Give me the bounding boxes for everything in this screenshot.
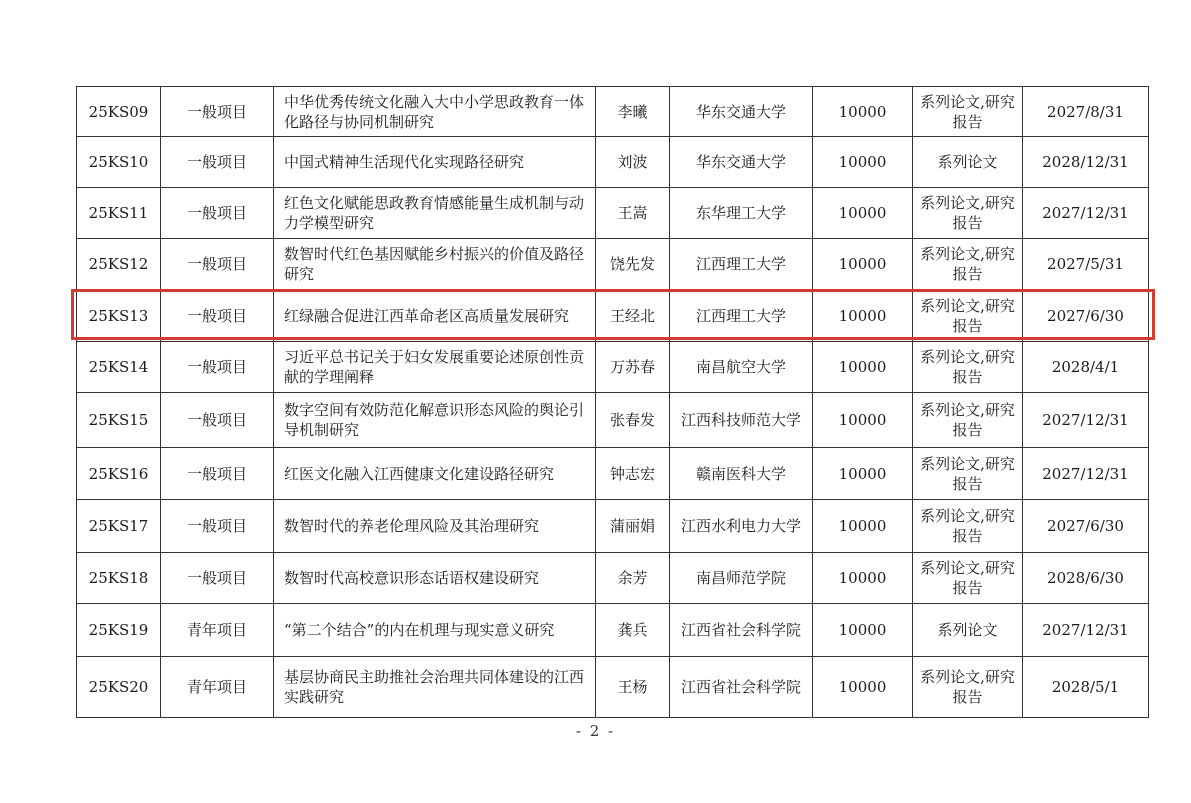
project-end-date: 2027/12/31 [1023, 448, 1149, 500]
project-unit: 江西省社会科学院 [670, 604, 813, 657]
project-code: 25KS15 [77, 393, 161, 448]
project-code: 25KS18 [77, 553, 161, 604]
project-end-date: 2027/5/31 [1023, 239, 1149, 290]
project-outcome: 系列论文,研究报告 [913, 87, 1023, 137]
project-type: 一般项目 [161, 239, 274, 290]
project-title: “第二个结合”的内在机理与现实意义研究 [274, 604, 596, 657]
project-unit: 赣南医科大学 [670, 448, 813, 500]
table-row [77, 604, 1149, 657]
page-number: - 2 - [575, 722, 616, 740]
project-title: 红色文化赋能思政教育情感能量生成机制与动力学模型研究 [274, 188, 596, 239]
project-outcome: 系列论文 [913, 604, 1023, 657]
table-row [77, 87, 1149, 137]
table-row [77, 239, 1149, 290]
project-code: 25KS11 [77, 188, 161, 239]
project-unit: 华东交通大学 [670, 87, 813, 137]
project-leader: 王杨 [596, 657, 670, 718]
project-end-date: 2028/6/30 [1023, 553, 1149, 604]
table-row [77, 448, 1149, 500]
project-outcome: 系列论文,研究报告 [913, 553, 1023, 604]
project-unit: 江西理工大学 [670, 290, 813, 342]
project-code: 25KS19 [77, 604, 161, 657]
project-amount: 10000 [813, 604, 913, 657]
project-title: 数智时代红色基因赋能乡村振兴的价值及路径研究 [274, 239, 596, 290]
table-row [77, 553, 1149, 604]
project-end-date: 2028/12/31 [1023, 137, 1149, 188]
project-type: 青年项目 [161, 604, 274, 657]
project-type: 一般项目 [161, 342, 274, 393]
projects-table [76, 86, 1149, 718]
project-type: 一般项目 [161, 553, 274, 604]
project-type: 一般项目 [161, 448, 274, 500]
project-leader: 李曦 [596, 87, 670, 137]
project-end-date: 2027/12/31 [1023, 393, 1149, 448]
project-title: 数智时代高校意识形态话语权建设研究 [274, 553, 596, 604]
project-outcome: 系列论文,研究报告 [913, 393, 1023, 448]
project-amount: 10000 [813, 500, 913, 553]
project-title: 习近平总书记关于妇女发展重要论述原创性贡献的学理阐释 [274, 342, 596, 393]
project-unit: 南昌师范学院 [670, 553, 813, 604]
table-row [77, 188, 1149, 239]
project-code: 25KS12 [77, 239, 161, 290]
project-leader: 万苏春 [596, 342, 670, 393]
project-amount: 10000 [813, 393, 913, 448]
project-end-date: 2027/6/30 [1023, 290, 1149, 342]
project-title: 中国式精神生活现代化实现路径研究 [274, 137, 596, 188]
project-leader: 钟志宏 [596, 448, 670, 500]
project-outcome: 系列论文,研究报告 [913, 342, 1023, 393]
project-leader: 张春发 [596, 393, 670, 448]
project-amount: 10000 [813, 239, 913, 290]
project-type: 一般项目 [161, 393, 274, 448]
project-unit: 江西理工大学 [670, 239, 813, 290]
project-amount: 10000 [813, 87, 913, 137]
project-unit: 华东交通大学 [670, 137, 813, 188]
project-leader: 刘波 [596, 137, 670, 188]
project-amount: 10000 [813, 342, 913, 393]
project-leader: 余芳 [596, 553, 670, 604]
project-end-date: 2028/4/1 [1023, 342, 1149, 393]
table-row [77, 657, 1149, 718]
project-code: 25KS13 [77, 290, 161, 342]
project-amount: 10000 [813, 553, 913, 604]
project-type: 一般项目 [161, 87, 274, 137]
project-outcome: 系列论文,研究报告 [913, 239, 1023, 290]
project-outcome: 系列论文 [913, 137, 1023, 188]
project-amount: 10000 [813, 657, 913, 718]
project-unit: 江西省社会科学院 [670, 657, 813, 718]
table-row-highlighted [77, 290, 1149, 342]
project-code: 25KS09 [77, 87, 161, 137]
project-unit: 江西科技师范大学 [670, 393, 813, 448]
project-code: 25KS16 [77, 448, 161, 500]
project-type: 一般项目 [161, 137, 274, 188]
project-leader: 龚兵 [596, 604, 670, 657]
project-outcome: 系列论文,研究报告 [913, 500, 1023, 553]
project-amount: 10000 [813, 137, 913, 188]
project-title: 基层协商民主助推社会治理共同体建设的江西实践研究 [274, 657, 596, 718]
project-leader: 饶先发 [596, 239, 670, 290]
project-title: 红绿融合促进江西革命老区高质量发展研究 [274, 290, 596, 342]
project-end-date: 2028/5/1 [1023, 657, 1149, 718]
project-leader: 王经北 [596, 290, 670, 342]
project-type: 一般项目 [161, 188, 274, 239]
project-outcome: 系列论文,研究报告 [913, 657, 1023, 718]
project-type: 一般项目 [161, 500, 274, 553]
project-end-date: 2027/12/31 [1023, 188, 1149, 239]
project-amount: 10000 [813, 448, 913, 500]
project-title: 数字空间有效防范化解意识形态风险的舆论引导机制研究 [274, 393, 596, 448]
table-row [77, 137, 1149, 188]
project-outcome: 系列论文,研究报告 [913, 290, 1023, 342]
project-code: 25KS17 [77, 500, 161, 553]
project-end-date: 2027/8/31 [1023, 87, 1149, 137]
project-title: 红医文化融入江西健康文化建设路径研究 [274, 448, 596, 500]
project-unit: 南昌航空大学 [670, 342, 813, 393]
project-title: 数智时代的养老伦理风险及其治理研究 [274, 500, 596, 553]
project-outcome: 系列论文,研究报告 [913, 448, 1023, 500]
project-end-date: 2027/12/31 [1023, 604, 1149, 657]
project-title: 中华优秀传统文化融入大中小学思政教育一体化路径与协同机制研究 [274, 87, 596, 137]
table-row [77, 500, 1149, 553]
project-code: 25KS10 [77, 137, 161, 188]
project-outcome: 系列论文,研究报告 [913, 188, 1023, 239]
table-row [77, 393, 1149, 448]
project-type: 青年项目 [161, 657, 274, 718]
project-amount: 10000 [813, 290, 913, 342]
project-type: 一般项目 [161, 290, 274, 342]
project-unit: 东华理工大学 [670, 188, 813, 239]
project-code: 25KS20 [77, 657, 161, 718]
project-unit: 江西水利电力大学 [670, 500, 813, 553]
project-end-date: 2027/6/30 [1023, 500, 1149, 553]
project-leader: 蒲丽娟 [596, 500, 670, 553]
project-leader: 王嵩 [596, 188, 670, 239]
project-amount: 10000 [813, 188, 913, 239]
table-row [77, 342, 1149, 393]
project-code: 25KS14 [77, 342, 161, 393]
